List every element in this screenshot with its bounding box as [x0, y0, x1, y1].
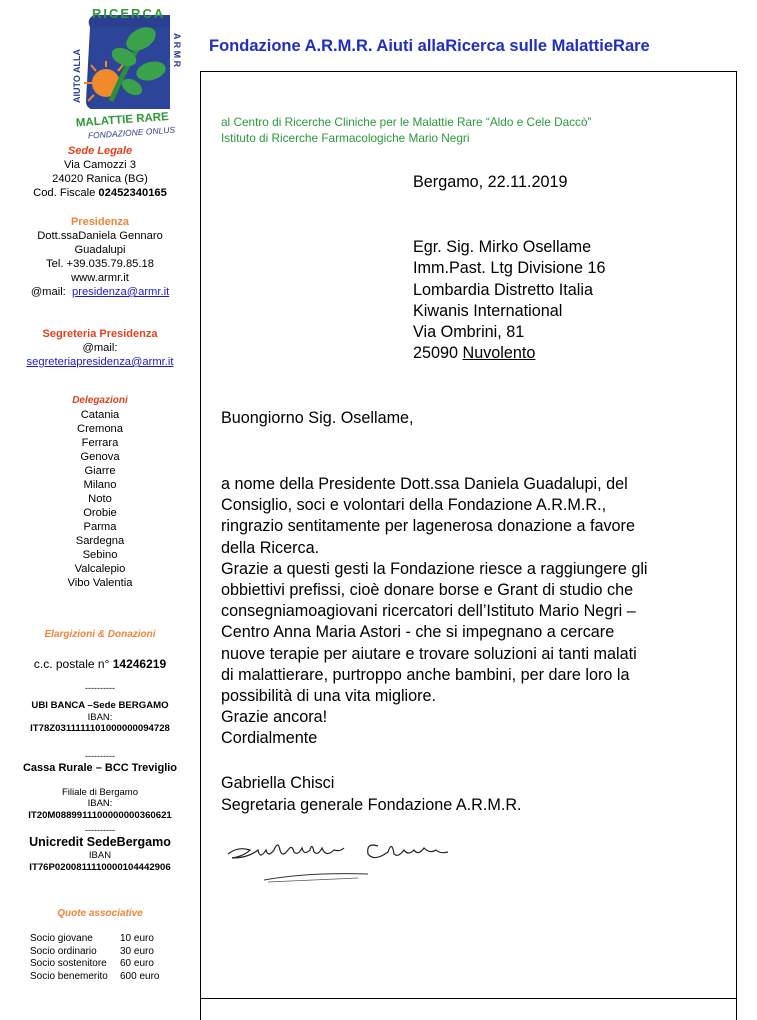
- presidenza-heading: Presidenza: [70, 216, 130, 228]
- fiscal-code: [0, 186, 200, 200]
- recipient-city-line: [413, 343, 606, 364]
- delegazioni-heading: Delegazioni: [72, 395, 128, 406]
- ubi-bank-name: UBI BANCA –Sede BERGAMO: [31, 700, 169, 711]
- quote-row: [0, 971, 200, 984]
- body-line: Consiglio, soci e volontari della Fondazione A.R.M.R.,: [221, 496, 607, 515]
- center-line1: al Centro di Ricerche Cliniche per le Malattie Rare “Aldo e Cele Daccò”: [221, 115, 592, 129]
- body-line: della Ricerca.: [221, 538, 320, 557]
- center-line2: Istituto di Ricerche Farmacologiche Mario Negri: [221, 131, 470, 145]
- recipient-line: Imm.Past. Ltg Divisione 16: [413, 259, 606, 278]
- quote-row: [0, 933, 200, 946]
- delegazione-item: Valcalepio: [74, 563, 126, 575]
- signatory-role: Segretaria generale Fondazione A.R.M.R.: [221, 796, 522, 814]
- delegazione-item: Orobie: [83, 507, 117, 519]
- presidenza-mail-row: [0, 285, 200, 299]
- delegazione-item: Sebino: [82, 549, 118, 561]
- quote-label: Socio sostenitore: [30, 958, 107, 970]
- letter-greeting: Buongiorno Sig. Osellame,: [221, 409, 414, 427]
- sede-address1: Via Camozzi 3: [64, 159, 136, 171]
- body-line: possibilità di una vita migliore.: [221, 687, 437, 706]
- body-line: consegniamoagiovani ricercatori dell’Istituto Mario Negri –: [221, 602, 636, 621]
- body-line: a nome della Presidente Dott.ssa Daniela Guadalupi, del: [221, 475, 628, 493]
- delegazione-item: Vibo Valentia: [67, 577, 133, 589]
- quote-row: [0, 958, 200, 971]
- body-line: Centro Anna Maria Astori - che si impegnano a cercare: [221, 623, 615, 642]
- quote-row: [0, 946, 200, 959]
- cassa-iban: IT20M0889911100000000360621: [28, 809, 172, 821]
- quote-heading: Quote associative: [57, 908, 143, 919]
- segreteria-heading: Segreteria Presidenza: [42, 328, 158, 340]
- postal-account: [0, 657, 200, 671]
- quote-value: 10 euro: [120, 933, 154, 944]
- presidenza-tel: Tel. +39.035.79.85.18: [46, 258, 154, 270]
- body-line: Grazie ancora!: [221, 708, 328, 727]
- logo-bottom-line1: MALATTIE RARE: [75, 111, 170, 130]
- logo-arc-right: A R M R: [172, 33, 182, 68]
- delegazione-item: Ferrara: [81, 437, 119, 449]
- delegazione-item: Noto: [88, 493, 112, 505]
- presidenza-name1: Dott.ssaDaniela Gennaro: [37, 230, 163, 242]
- segreteria-mail-label: @mail:: [82, 342, 118, 354]
- delegazione-item: Giarre: [84, 465, 116, 477]
- delegazione-item: Cremona: [76, 423, 123, 435]
- separator: ----------: [85, 825, 115, 835]
- separator: ----------: [85, 683, 115, 693]
- quote-value: 60 euro: [120, 958, 154, 970]
- ubi-iban-label: IBAN:: [87, 711, 113, 723]
- quote-label: Socio giovane: [30, 933, 93, 944]
- elargizioni-heading: Elargizioni & Donazioni: [44, 629, 156, 640]
- body-line: di malattierare, purtroppo anche bambini, per dare loro la: [221, 665, 630, 684]
- foundation-logo: [66, 5, 190, 145]
- delegazioni-list: [0, 408, 200, 590]
- recipient-line: Lombardia Distretto Italia: [413, 280, 593, 299]
- sidebar: [0, 144, 200, 983]
- delegazione-item: Sardegna: [75, 535, 125, 547]
- postal-account-value: 14246219: [112, 657, 167, 671]
- body-line: obbiettivi prefissi, cioè donare borse e Grant di studio che: [221, 581, 634, 600]
- delegazione-item: Catania: [80, 409, 120, 421]
- body-line: Cordialmente: [221, 729, 318, 748]
- presidenza-name2: Guadalupi: [74, 244, 126, 256]
- quote-label: Socio benemerito: [30, 970, 108, 982]
- letter-body: [221, 474, 721, 750]
- ubi-iban: IT78Z0311111101000000094728: [30, 723, 170, 734]
- fiscal-code-label: Cod. Fiscale: [33, 187, 96, 199]
- cassa-branch: Filiale di Bergamo: [61, 786, 139, 798]
- recipient-zip: 25090: [413, 344, 459, 363]
- unicredit-iban-label: IBAN: [88, 850, 112, 861]
- delegazione-item: Milano: [83, 479, 117, 491]
- quote-value: 600 euro: [120, 970, 160, 982]
- fiscal-code-value: 02452340165: [98, 187, 167, 199]
- body-line: ringrazio sentitamente per lagenerosa donazione a favore: [221, 517, 635, 536]
- letter-date: Bergamo, 22.11.2019: [413, 173, 568, 191]
- cassa-bank-name: Cassa Rurale – BCC Treviglio: [22, 761, 178, 774]
- logo-arc-left: AIUTO ALLA: [72, 49, 82, 103]
- cassa-iban-label: IBAN:: [87, 798, 113, 809]
- recipient-block: [413, 237, 606, 365]
- recipient-line: Egr. Sig. Mirko Osellame: [413, 238, 592, 256]
- unicredit-bank-name: Unicredit SedeBergamo: [29, 835, 171, 849]
- recipient-line: Kiwanis International: [413, 301, 563, 320]
- frame-divider: [200, 998, 737, 999]
- presidenza-web: www.armr.it: [71, 272, 129, 284]
- page-title: Fondazione A.R.M.R. Aiuti allaRicerca sulle MalattieRare: [209, 37, 650, 55]
- segreteria-mail-link[interactable]: segreteriapresidenza@armr.it: [26, 356, 174, 368]
- separator: ----------: [85, 750, 115, 761]
- presidenza-mail-link[interactable]: presidenza@armr.it: [72, 286, 170, 298]
- recipient-city: Nuvolento: [462, 344, 536, 363]
- postal-account-label: c.c. postale n°: [33, 657, 110, 671]
- quote-label: Socio ordinario: [30, 945, 97, 957]
- unicredit-iban: IT76P0200811110000104442906: [29, 861, 171, 873]
- signatory-name: Gabriella Chisci: [221, 774, 335, 792]
- body-line: nuove terapie per aiutare e trovare soluzioni ai tanti malati: [221, 644, 637, 663]
- body-line: Grazie a questi gesti la Fondazione riesce a raggiungere gli: [221, 559, 648, 578]
- sede-address2: 24020 Ranica (BG): [52, 173, 148, 185]
- logo-arc-top: RICERCA: [92, 6, 166, 21]
- logo-bottom-line2: FONDAZIONE ONLUS: [87, 124, 176, 141]
- delegazione-item: Genova: [80, 451, 120, 463]
- recipient-line: Via Ombrini, 81: [413, 323, 525, 342]
- presidenza-mail-label: @mail:: [30, 286, 66, 298]
- delegazione-item: Parma: [83, 521, 117, 533]
- handwritten-signature: [218, 832, 468, 892]
- quote-value: 30 euro: [120, 945, 154, 957]
- sede-heading: Sede Legale: [67, 145, 133, 157]
